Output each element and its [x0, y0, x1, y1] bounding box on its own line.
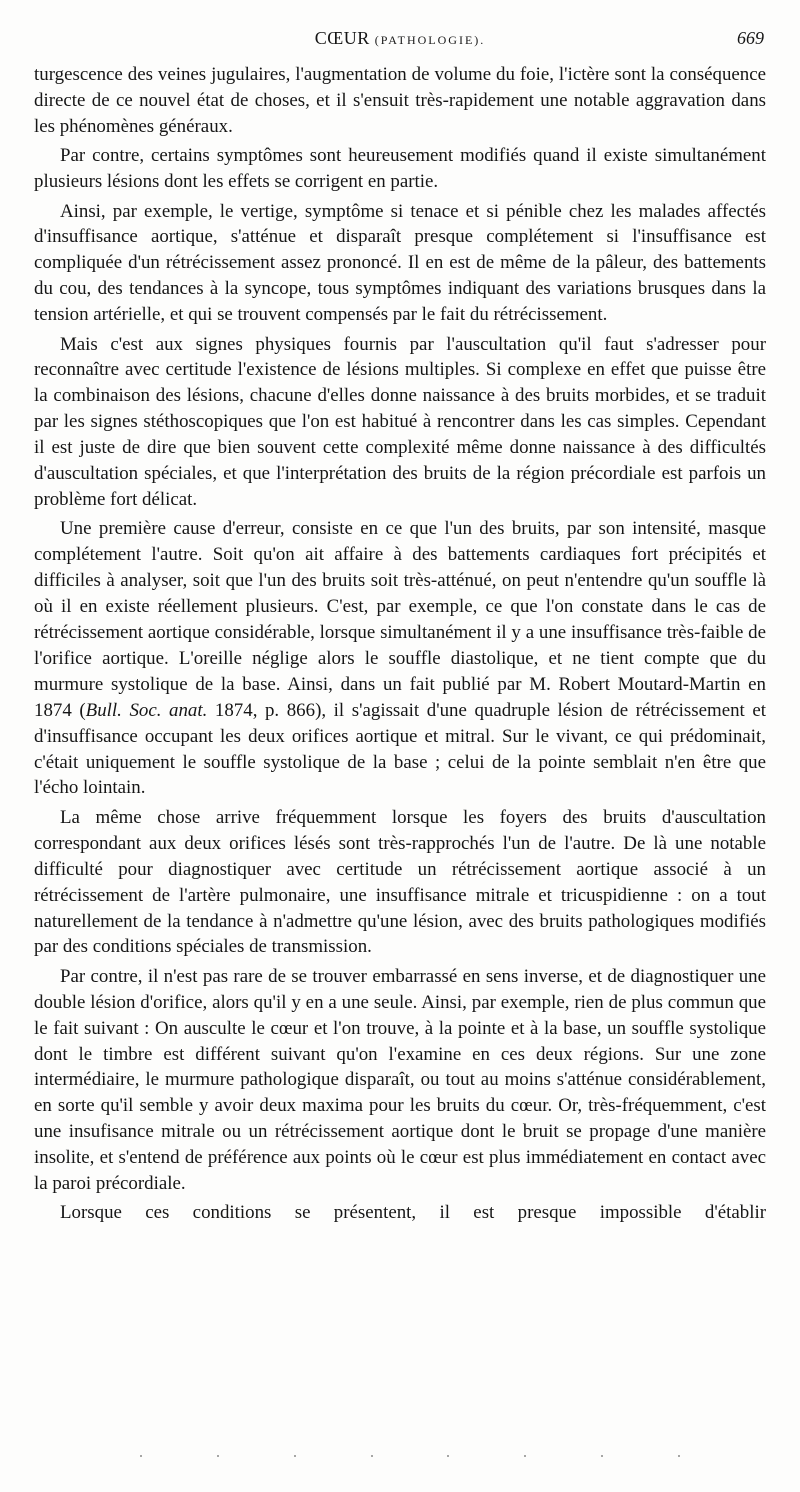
body-text — [34, 62, 766, 1226]
speck — [678, 1455, 680, 1457]
paragraph-text: Une première cause d'erreur, consiste en ce que l'un des bruits, par son intensité, masque complétement l'autre. Soit qu'on ait affaire à des battements cardiaques fort précipités et difficiles à analyser, soit que l'un des bruits soit très-atténué, on peut n'entendre qu'un souffle là où il en existe réellement plusieurs. C'est, par exemple, ce que l'on constate dans le cas de rétrécissement aortique considérable, lorsque simultanément il y a une insuffisance très-faible de l'orifice aortique. L'oreille néglige alors le souffle diastolique, et ne tient compte que du murmure systolique de la base. Ainsi, dans un fait publié par M. Robert Moutard-Martin en 1874 ( — [34, 518, 766, 721]
paragraph: Par contre, certains symptômes sont heureusement modifiés quand il existe simultanément plusieurs lésions dont les effets se corrigent en partie. — [34, 145, 766, 193]
paragraph-continuation: turgescence des veines jugulaires, l'augmentation de volume du foie, l'ictère sont la conséquence directe de ce nouvel état de choses, et il s'ensuit très-rapidement une notable aggravation dans les phénomènes généraux. — [34, 64, 766, 137]
page-number: 669 — [737, 28, 764, 48]
speck — [524, 1455, 526, 1457]
section-subtitle: (PATHOLOGIE). — [374, 33, 486, 47]
scan-specks — [140, 1455, 680, 1461]
speck — [447, 1455, 449, 1457]
paragraph-with-citation — [34, 516, 766, 801]
paragraph: La même chose arrive fréquemment lorsque les foyers des bruits d'auscultation correspondant aux deux orifices lésés sont très-rapprochés l'un de l'autre. De là une notable difficulté pour diagnostiquer avec certitude un rétrécissement aortique associé à un rétrécissement de l'artère pulmonaire, une insuffisance mitrale et tricuspidienne : on a tout naturellement de la tendance à n'admettre qu'une lésion, avec des bruits pathologiques modifiés par des conditions spéciales de transmission. — [34, 806, 766, 958]
paragraph-last-line: Lorsque ces conditions se présentent, il est presque impossible d'établir — [60, 1202, 766, 1224]
paragraph-text: 1874, p. 866), il s'agissait d'une quadruple lésion de rétrécissement et d'insuffisance occupant les deux orifices aortique et mitral. Sur le vivant, ce qui prédominait, c'était uniquement le souffle systolique de la base ; celui de la pointe semblait n'en être que l'écho lointain. — [34, 699, 766, 799]
paragraph: Ainsi, par exemple, le vertige, symptôme si tenace et si pénible chez les malades affectés d'insuffisance aortique, s'atténue et disparaît presque complétement si l'insuffisance est compliquée d'un rétrécissement assez prononcé. Il en est de même de la pâleur, des battements du cou, des tendances à la syncope, tous symptômes indiquant des variations brusques dans la tension artérielle, et qui se trouvent compensés par le fait du rétrécissement. — [34, 200, 766, 326]
paragraph: Par contre, il n'est pas rare de se trouver embarrassé en sens inverse, et de diagnostiquer une double lésion d'orifice, alors qu'il y en a une seule. Ainsi, par exemple, rien de plus commun que le fait suivant : On ausculte le cœur et l'on trouve, à la pointe et à la base, un souffle systolique dont le timbre est différent suivant qu'on l'examine en ces deux régions. Sur une zone intermédiaire, le murmure pathologique disparaît, ou tout au moins s'atténue considérablement, en sorte qu'il semble y avoir deux maxima pour les bruits du cœur. Or, très-fréquemment, c'est une insufisance mitrale ou un rétrécissement aortique dont le bruit se propage d'une manière insolite, et s'entend de préférence aux points où le cœur est plus immédiatement en contact avec la paroi précordiale. — [34, 965, 766, 1195]
speck — [140, 1455, 142, 1457]
section-title: CŒUR — [314, 28, 370, 48]
running-title — [34, 28, 766, 49]
speck — [294, 1455, 296, 1457]
journal-citation: Bull. Soc. anat. — [85, 699, 208, 721]
speck — [217, 1455, 219, 1457]
paragraph: Mais c'est aux signes physiques fournis par l'auscultation qu'il faut s'adresser pour reconnaître avec certitude l'existence de lésions multiples. Si complexe en effet que puisse être la combinaison des lésions, chacune d'elles donne naissance à des bruits morbides, et se traduit par les signes stéthoscopiques que l'on est habitué à rencontrer dans les cas simples. Cependant il est juste de dire que bien souvent cette complexité même donne naissance à des difficultés d'auscultation spéciales, et que l'interprétation des bruits de la région précordiale est parfois un problème fort délicat. — [34, 333, 766, 510]
running-head — [34, 28, 766, 52]
speck — [371, 1455, 373, 1457]
speck — [601, 1455, 603, 1457]
